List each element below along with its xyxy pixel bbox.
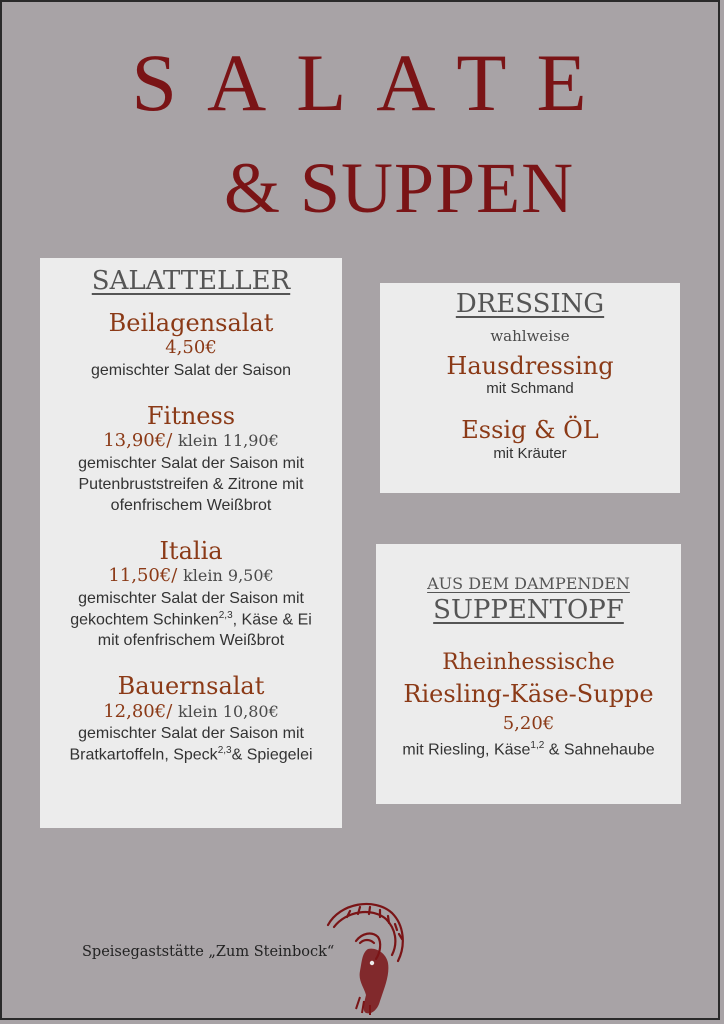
- dressing-heading: DRESSING: [455, 289, 605, 319]
- dish-description: gemischter Salat der Saison: [90, 361, 292, 379]
- dish-fitness: [40, 403, 342, 516]
- dish-italia: [40, 538, 342, 651]
- salatteller-heading: SALATTELLER: [91, 266, 291, 296]
- dish-price: 4,50€: [165, 337, 217, 359]
- restaurant-name: Speisegaststätte „Zum Steinbock“: [82, 944, 335, 960]
- dressing-desc: mit Schmand: [486, 380, 574, 398]
- dressing-desc: mit Kräuter: [493, 444, 567, 462]
- dish-description-line: gemischter Salat der Saison mit: [78, 589, 304, 607]
- dish-name: Bauernsalat: [117, 672, 265, 701]
- salatteller-panel: [40, 258, 342, 828]
- allergen-sup: 2,3: [217, 745, 232, 757]
- soup-name-line1: Rheinhessische: [442, 650, 615, 675]
- allergen-sup: 1,2: [530, 739, 545, 751]
- dressing-name: Essig & ÖL: [461, 416, 599, 445]
- dish-description-line: ofenfrischem Weißbrot: [110, 496, 272, 514]
- dish-price: 13,90€/ klein 11,90€: [103, 430, 279, 452]
- dish-name: Italia: [159, 537, 223, 565]
- soup-panel: [376, 544, 681, 804]
- dish-description-line: gekochtem Schinken$^{2,3}$, Käse & Ei: [70, 609, 312, 629]
- dish-price: 12,80€/ klein 10,80€: [103, 700, 279, 722]
- dish-description-line: mit ofenfrischem Weißbrot: [97, 632, 285, 650]
- soup-description: mit Riesling, Käse$^{1,2}$ & Sahnehaube: [402, 739, 655, 759]
- soup-name-line2: Riesling-Käse-Suppe: [403, 680, 654, 709]
- dish-description-line: gemischter Salat der Saison mit: [78, 725, 304, 743]
- dressing-panel: [380, 283, 680, 493]
- dish-description-line: Bratkartoffeln, Speck$^{2,3}$& Spiegelei: [69, 745, 313, 764]
- dish-beilagensalat: [40, 310, 342, 381]
- soup-price: 5,20€: [502, 712, 555, 734]
- allergen-sup: 2,3: [218, 609, 233, 621]
- title-salate: SALATE: [131, 37, 617, 128]
- soup-heading: SUPPENTOPF: [433, 595, 624, 625]
- dish-name: Beilagensalat: [108, 309, 274, 337]
- dressing-note: wahlweise: [490, 327, 570, 345]
- dish-name: Fitness: [146, 401, 236, 430]
- dish-bauernsalat: [40, 673, 342, 765]
- dish-description-line: gemischter Salat der Saison mit: [78, 454, 304, 472]
- dressing-name: Hausdressing: [446, 352, 614, 380]
- dressing-item-hausdressing: [380, 353, 680, 399]
- title-suppen: & SUPPEN: [224, 148, 575, 228]
- dish-price: 11,50€/ klein 9,50€: [108, 565, 274, 587]
- soup-pre-heading: AUS DEM DAMPENDEN: [427, 574, 630, 593]
- dressing-item-essig: [380, 417, 680, 463]
- dish-description-line: Putenbruststreifen & Zitrone mit: [78, 475, 304, 493]
- ibex-head-icon: [320, 897, 416, 1017]
